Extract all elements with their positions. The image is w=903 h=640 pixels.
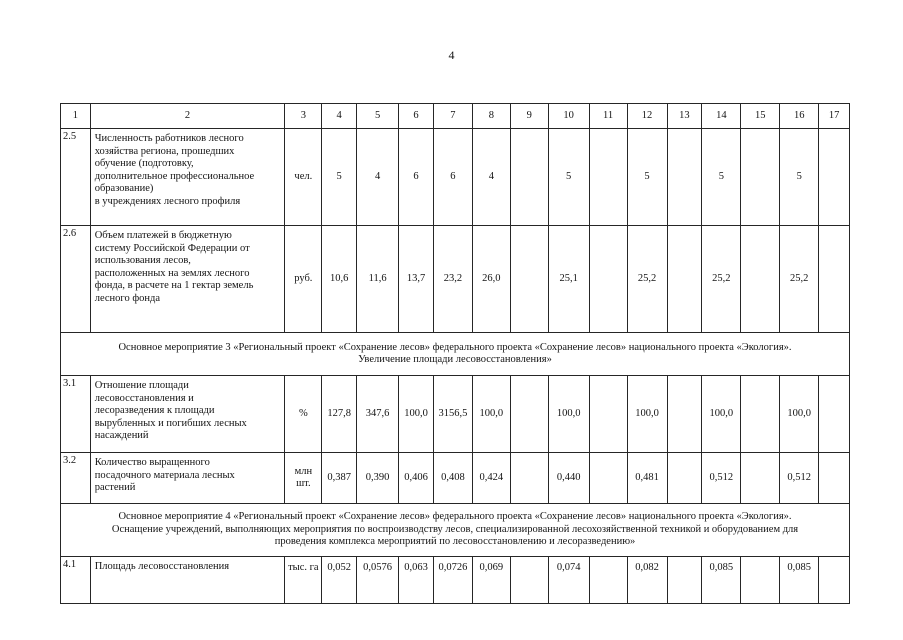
value-cell: 3156,5 (433, 376, 472, 453)
name-line: фонда, в расчете на 1 гектар земель (94, 280, 254, 291)
value-cell: 0,082 (627, 557, 667, 604)
value-cell (819, 129, 850, 226)
name-line: Численность работников лесного (94, 133, 244, 144)
name-line: лесного фонда (94, 292, 160, 304)
value-cell: 0,052 (322, 557, 357, 604)
value-cell (589, 376, 627, 453)
value-cell (510, 376, 548, 453)
name-line: обучение (подготовку, (94, 158, 194, 169)
indicator-name (90, 557, 285, 604)
value-cell: 5 (627, 129, 667, 226)
value-cell (667, 557, 702, 604)
value-cell: 25,2 (702, 226, 741, 333)
header-cell: 14 (702, 104, 741, 129)
name-line: вырубленных и погибших лесных (94, 417, 247, 429)
value-cell: 0,512 (702, 453, 741, 504)
section-row (61, 504, 850, 557)
indicator-name (90, 453, 285, 504)
table-row (61, 226, 850, 333)
unit-cell (285, 557, 322, 604)
row-code: 2.5 (61, 129, 91, 226)
value-cell: 0,085 (702, 557, 741, 604)
value-cell: 26,0 (472, 226, 510, 333)
value-cell: 100,0 (702, 376, 741, 453)
value-cell: 0,424 (472, 453, 510, 504)
value-cell: 0,063 (399, 557, 434, 604)
value-cell (589, 226, 627, 333)
value-cell: 10,6 (322, 226, 357, 333)
value-cell (819, 557, 850, 604)
value-cell: 4 (357, 129, 399, 226)
unit-line: тыс. га (288, 562, 319, 573)
value-cell: 6 (399, 129, 434, 226)
value-cell: 0,0576 (357, 557, 399, 604)
value-cell: 0,387 (322, 453, 357, 504)
value-cell (741, 129, 780, 226)
value-cell: 100,0 (548, 376, 589, 453)
value-cell: 23,2 (433, 226, 472, 333)
value-cell: 100,0 (780, 376, 819, 453)
name-line: посадочного материала лесных (94, 469, 235, 481)
unit-line: чел. (294, 170, 313, 182)
value-cell: 25,1 (548, 226, 589, 333)
header-cell: 17 (819, 104, 850, 129)
value-cell (741, 557, 780, 604)
value-cell: 25,2 (627, 226, 667, 333)
value-cell (741, 453, 780, 504)
section-row (61, 333, 850, 376)
header-cell: 10 (548, 104, 589, 129)
row-code: 4.1 (61, 557, 91, 604)
indicator-name (90, 129, 285, 226)
value-cell: 0,481 (627, 453, 667, 504)
header-cell: 6 (399, 104, 434, 129)
value-cell: 0,0726 (433, 557, 472, 604)
name-line: хозяйства региона, прошедших (94, 145, 235, 157)
value-cell (819, 226, 850, 333)
name-line: лесовосстановления и (94, 392, 194, 404)
value-cell (589, 453, 627, 504)
name-line: лесоразведения к площади (94, 405, 215, 416)
value-cell: 5 (548, 129, 589, 226)
value-cell (741, 226, 780, 333)
header-cell: 12 (627, 104, 667, 129)
name-line: растений (94, 482, 136, 493)
unit-cell (285, 376, 322, 453)
header-cell: 1 (61, 104, 91, 129)
value-cell: 5 (780, 129, 819, 226)
section-line: Основное мероприятие 3 «Региональный проект «Сохранение лесов» федерального проекта «Сохранение лесов» национального проекта «Экология». (118, 341, 792, 353)
value-cell: 5 (322, 129, 357, 226)
header-cell: 13 (667, 104, 702, 129)
header-cell: 3 (285, 104, 322, 129)
value-cell (667, 129, 702, 226)
section-line: Увеличение площади лесовосстановления» (358, 354, 552, 365)
value-cell: 100,0 (472, 376, 510, 453)
page-number: 4 (448, 48, 455, 62)
name-line: Отношение площади (94, 380, 189, 391)
name-line: систему Российской Федерации от (94, 242, 250, 254)
value-cell (589, 557, 627, 604)
value-cell: 0,512 (780, 453, 819, 504)
value-cell (510, 453, 548, 504)
unit-cell (285, 129, 322, 226)
header-cell: 16 (780, 104, 819, 129)
header-cell: 5 (357, 104, 399, 129)
header-cell: 11 (589, 104, 627, 129)
section-line: Оснащение учреждений, выполняющих мероприятия по воспроизводству лесов, специализированной лесохозяйственной техникой и оборудованием для (111, 523, 799, 535)
value-cell: 347,6 (357, 376, 399, 453)
section-line: проведения комплекса мероприятий по лесовосстановлению и лесоразведению» (274, 536, 636, 548)
value-cell: 6 (433, 129, 472, 226)
indicators-table (60, 103, 850, 604)
value-cell: 0,406 (399, 453, 434, 504)
unit-line: руб. (294, 272, 313, 284)
unit-cell (285, 226, 322, 333)
header-cell: 8 (472, 104, 510, 129)
value-cell (510, 226, 548, 333)
name-line: Количество выращенного (94, 457, 210, 468)
table-header-row (61, 104, 850, 129)
header-cell: 4 (322, 104, 357, 129)
value-cell: 4 (472, 129, 510, 226)
value-cell (667, 453, 702, 504)
value-cell: 0,440 (548, 453, 589, 504)
value-cell (667, 376, 702, 453)
value-cell: 0,085 (780, 557, 819, 604)
name-line: использования лесов, (94, 255, 191, 266)
value-cell (819, 453, 850, 504)
value-cell: 100,0 (627, 376, 667, 453)
table-row (61, 129, 850, 226)
header-cell: 7 (433, 104, 472, 129)
unit-line: шт. (296, 478, 311, 489)
value-cell: 0,408 (433, 453, 472, 504)
value-cell (741, 376, 780, 453)
name-line: Объем платежей в бюджетную (94, 230, 232, 241)
value-cell (510, 557, 548, 604)
value-cell (819, 376, 850, 453)
section-line: Основное мероприятие 4 «Региональный проект «Сохранение лесов» федерального проекта «Сохранение лесов» национального проекта «Экология». (118, 511, 792, 523)
row-code: 3.1 (61, 376, 91, 453)
name-line: Площадь лесовосстановления (94, 561, 230, 572)
name-line: образование) (94, 183, 154, 194)
value-cell (667, 226, 702, 333)
unit-line: млн (294, 465, 313, 477)
table-row (61, 557, 850, 604)
indicator-name (90, 226, 285, 333)
table-row (61, 376, 850, 453)
value-cell: 100,0 (399, 376, 434, 453)
header-cell: 2 (90, 104, 285, 129)
value-cell: 0,074 (548, 557, 589, 604)
indicator-name (90, 376, 285, 453)
row-code: 2.6 (61, 226, 91, 333)
value-cell: 0,069 (472, 557, 510, 604)
value-cell (510, 129, 548, 226)
header-cell: 15 (741, 104, 780, 129)
value-cell: 0,390 (357, 453, 399, 504)
value-cell (589, 129, 627, 226)
value-cell: 127,8 (322, 376, 357, 453)
section-heading (61, 504, 850, 557)
unit-line: % (298, 407, 308, 419)
value-cell: 5 (702, 129, 741, 226)
name-line: расположенных на землях лесного (94, 267, 250, 279)
unit-cell (285, 453, 322, 504)
name-line: дополнительное профессиональное (94, 170, 255, 182)
value-cell: 11,6 (357, 226, 399, 333)
name-line: насаждений (94, 430, 149, 441)
value-cell: 25,2 (780, 226, 819, 333)
name-line: в учреждениях лесного профиля (94, 195, 241, 207)
header-cell: 9 (510, 104, 548, 129)
table-row (61, 453, 850, 504)
value-cell: 13,7 (399, 226, 434, 333)
section-heading (61, 333, 850, 376)
row-code: 3.2 (61, 453, 91, 504)
